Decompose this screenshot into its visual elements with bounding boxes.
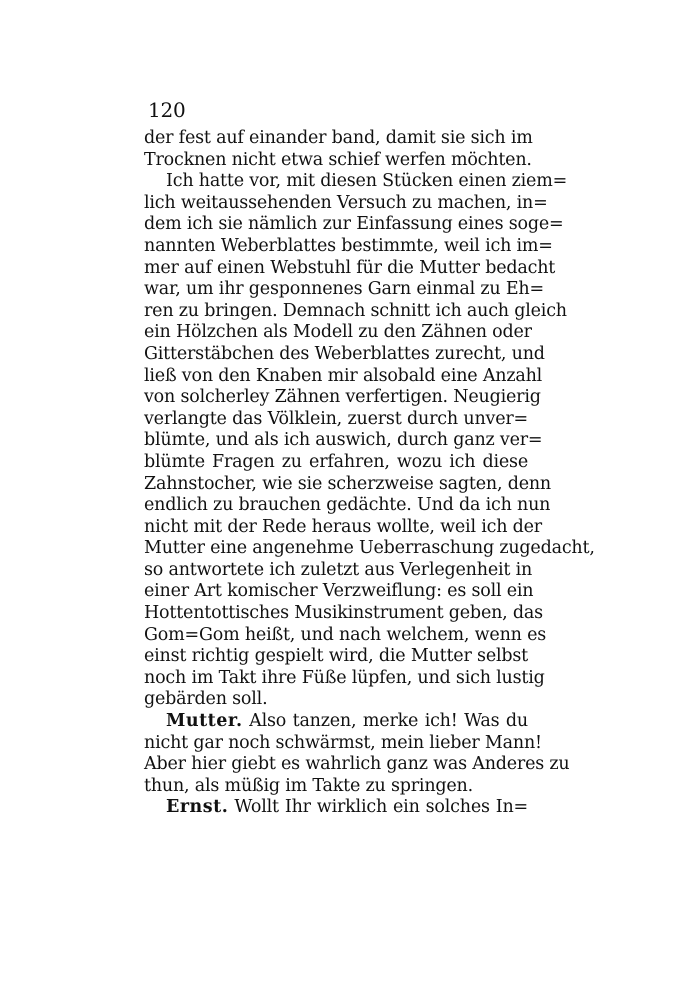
page-text (144, 92, 595, 819)
text-line: Gitterstäbchen des Weberblattes zurecht, und (144, 343, 545, 364)
text-line: thun, als müßig im Takte zu springen. (144, 775, 473, 796)
text-line: Trocknen nicht etwa schief werfen möchten. (144, 149, 532, 170)
text-line: so antwortete ich zuletzt aus Verlegenheit in (144, 559, 533, 580)
text-line: der fest auf einander band, damit sie sich im (144, 128, 533, 148)
text-line: verlangte das Völklein, zuerst durch unver= (144, 408, 528, 429)
text-line: ließ von den Knaben mir alsobald eine Anzahl (144, 365, 543, 386)
text-line: ren zu bringen. Demnach schnitt ich auch gleich (144, 300, 567, 321)
text-line: endlich zu brauchen gedächte. Und da ich nun (144, 495, 551, 516)
text-line: lich weitaussehenden Versuch zu machen, in= (144, 192, 548, 213)
dialogue-text: Wollt Ihr wirklich ein solches In= (234, 797, 528, 818)
text-line: Gom=Gom heißt, und nach welchem, wenn es (144, 624, 547, 645)
speaker-mother: Mutter. (166, 711, 243, 732)
speaker-ernst: Ernst. (166, 797, 229, 818)
text-line: dem ich sie nämlich zur Einfassung eines soge= (144, 214, 564, 235)
text-line: nannten Weberblattes bestimmte, weil ich im= (144, 235, 553, 256)
text-line: Ich hatte vor, mit diesen Stücken einen ziem= (166, 171, 568, 192)
text-line: von solcherley Zähnen verfertigen. Neugierig (144, 387, 541, 408)
text-line: nicht mit der Rede heraus wollte, weil ich der (144, 516, 542, 537)
dialogue-line (144, 711, 528, 733)
page-number: 120 (148, 98, 186, 122)
text-line: Zahnstocher, wie sie scherzweise sagten, denn (144, 473, 552, 494)
text-line: Aber hier giebt es wahrlich ganz was Anderes zu (144, 754, 570, 775)
text-line: ein Hölzchen als Modell zu den Zähnen oder (144, 322, 532, 343)
text-line: blümte, und als ich auswich, durch ganz ver= (144, 430, 543, 451)
dialogue-line (144, 797, 528, 819)
text-line: gebärden soll. (144, 689, 268, 710)
text-line: nicht gar noch schwärmst, mein lieber Mann! (144, 732, 542, 753)
text-line: einst richtig gespielt wird, die Mutter selbst (144, 646, 528, 667)
text-line: Hottentottisches Musikinstrument geben, das (144, 603, 543, 624)
text-line: war, um ihr gesponnenes Garn einmal zu Eh= (144, 279, 544, 300)
text-line: blümte Fragen zu erfahren, wozu ich diese (144, 451, 528, 472)
text-line: mer auf einen Webstuhl für die Mutter bedacht (144, 257, 556, 278)
dialogue-text: Also tanzen, merke ich! Was du (249, 711, 528, 732)
text-line: noch im Takt ihre Füße lüpfen, und sich lustig (144, 667, 545, 688)
text-line: einer Art komischer Verzweiflung: es soll ein (144, 581, 534, 602)
text-line: Mutter eine angenehme Ueberraschung zugedacht, (144, 538, 595, 559)
